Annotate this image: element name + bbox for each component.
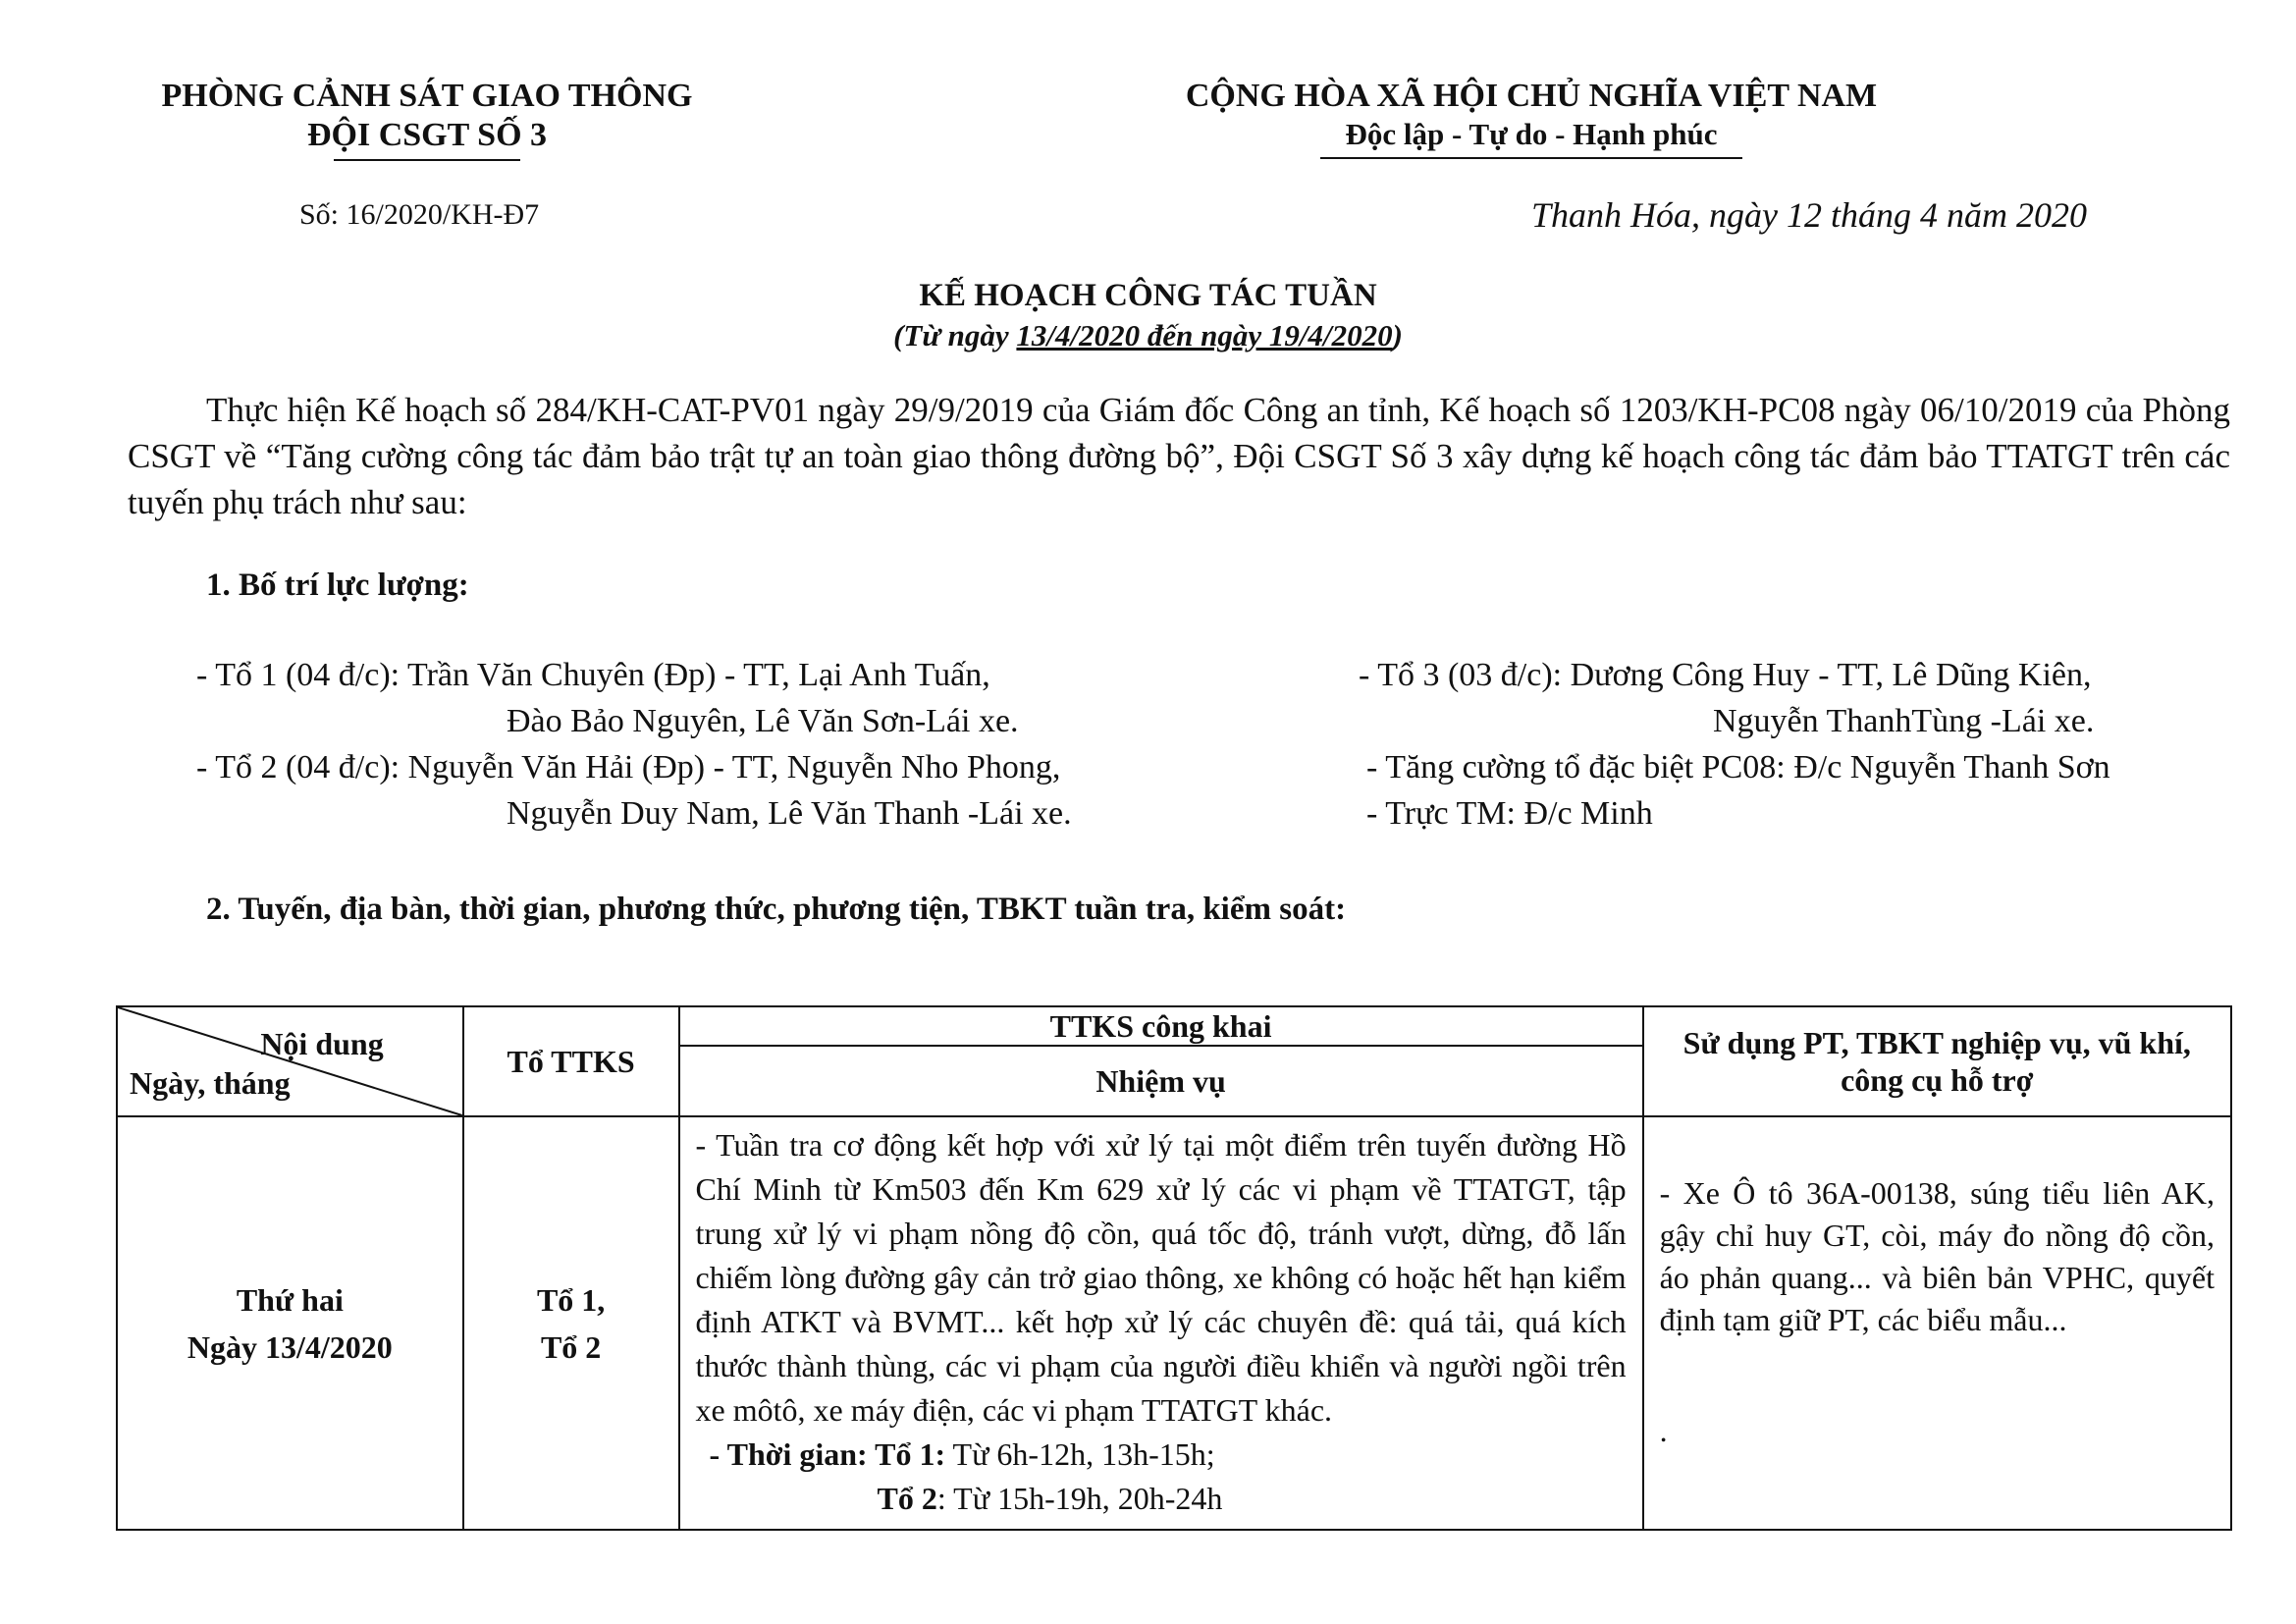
motto-underline (1320, 157, 1742, 159)
equipment-cell (1643, 1116, 2231, 1530)
force-left-line-3: - Tổ 2 (04 đ/c): Nguyễn Văn Hải (Đp) - TT, Nguyễn Nho Phong, (196, 749, 1061, 785)
task-header: Nhiệm vụ (679, 1046, 1643, 1116)
nation-name: CỘNG HÒA XÃ HỘI CHỦ NGHĨA VIỆT NAM (1185, 78, 1878, 114)
force-right-line-4: - Trực TM: Đ/c Minh (1366, 795, 1653, 832)
time-value-2: : Từ 15h-19h, 20h-24h (936, 1481, 1223, 1516)
force-right-line-3: - Tăng cường tổ đặc biệt PC08: Đ/c Nguyễn Thanh Sơn (1366, 749, 2110, 785)
table-header-row (117, 1006, 2231, 1046)
equipment-text: - Xe Ô tô 36A-00138, súng tiểu liên AK, gậy chỉ huy GT, còi, máy đo nồng độ cồn, áo phản quang... và biên bản VPHC, quyết định tạm giữ PT, các biểu mẫu... (1659, 1175, 2215, 1337)
motto: Độc lập - Tự do - Hạnh phúc (1345, 117, 1718, 151)
title-period (0, 316, 2296, 355)
intro-text: Thực hiện Kế hoạch số 284/KH-CAT-PV01 ngày 29/9/2019 của Giám đốc Công an tỉnh, Kế hoạch số 1203/KH-PC08 ngày 06/10/2019 của Phòng CSGT về “Tăng cường công tác đảm bảo trật tự an toàn giao thông đường bộ”, Đội CSGT Số 3 xây dựng kế hoạch công tác đảm bảo TTATGT trên các tuyến phụ trách như sau: (128, 391, 2230, 521)
time-team-2: Tổ 2 (877, 1481, 937, 1516)
time-line-1 (696, 1433, 1627, 1477)
force-left-line-4: Nguyễn Duy Nam, Lê Văn Thanh -Lái xe. (507, 795, 1072, 832)
team-cell (463, 1116, 679, 1530)
task-cell (679, 1116, 1643, 1530)
day-cell (117, 1116, 463, 1530)
team-line-1: Tổ 1, (536, 1281, 606, 1318)
date-label: Ngày 13/4/2020 (187, 1328, 393, 1365)
place-date: Thanh Hóa, ngày 12 tháng 4 năm 2020 (1531, 195, 2087, 235)
nation-header (1065, 77, 1998, 159)
force-right-line-1: - Tổ 3 (03 đ/c): Dương Công Huy - TT, Lê Dũng Kiên, (1359, 657, 2092, 693)
equipment-tail: . (1659, 1413, 1668, 1448)
task-text: - Tuần tra cơ động kết hợp với xử lý tại một điểm trên tuyến đường Hồ Chí Minh từ Km503 đến Km 629 xử lý các vi phạm về TTATGT, tập trung xử lý vi phạm nồng độ cồn, quá tốc độ, tránh vượt, dừng, đỗ lấn chiếm lòng đường gây cản trở giao thông, xe không có hoặc hết hạn kiểm định ATKT và BVMT... kết hợp xử lý các chuyên đề: quá tải, quá kích thước thành thùng, các vi phạm của người điều khiển và người ngồi trên xe môtô, xe máy điện, các vi phạm TTATGT khác. (695, 1127, 1627, 1428)
time-label: - Thời gian: (709, 1436, 876, 1472)
title-period-suffix: ) (1392, 318, 1403, 352)
force-left-line-1: - Tổ 1 (04 đ/c): Trần Văn Chuyên (Đp) - TT, Lại Anh Tuấn, (196, 657, 990, 693)
document-number: Số: 16/2020/KH-Đ7 (299, 198, 540, 231)
agency-name: PHÒNG CẢNH SÁT GIAO THÔNG (161, 78, 693, 114)
diag-bottom-label: Ngày, tháng (130, 1065, 291, 1101)
section-2-heading: 2. Tuyến, địa bàn, thời gian, phương thức, phương tiện, TBKT tuần tra, kiểm soát: (206, 892, 1347, 927)
time-value-1: Từ 6h-12h, 13h-15h; (945, 1436, 1215, 1472)
force-right-line-2: Nguyễn ThanhTùng -Lái xe. (1713, 703, 2095, 739)
patrol-plan-table (116, 1005, 2232, 1531)
intro-paragraph (128, 387, 2230, 525)
team-header: Tổ TTKS (463, 1006, 679, 1116)
agency-header (98, 77, 756, 161)
table-row (117, 1116, 2231, 1530)
time-team-1: Tổ 1: (875, 1436, 946, 1472)
section-1-heading: 1. Bố trí lực lượng: (206, 568, 469, 603)
public-patrol-header: TTKS công khai (679, 1006, 1643, 1046)
title-period-range: 13/4/2020 đến ngày 19/4/2020 (1016, 318, 1393, 352)
unit-underline (334, 159, 520, 161)
force-left-line-2: Đào Bảo Nguyên, Lê Văn Sơn-Lái xe. (507, 703, 1019, 739)
team-line-2: Tổ 2 (540, 1328, 602, 1365)
time-line-2 (696, 1477, 1627, 1521)
day-label: Thứ hai (236, 1281, 344, 1318)
task-description (680, 1117, 1642, 1529)
document-title (0, 275, 2296, 355)
equipment-header: Sử dụng PT, TBKT nghiệp vụ, vũ khí, công cụ hỗ trợ (1643, 1006, 2231, 1116)
diagonal-header-cell (117, 1006, 463, 1116)
diag-top-label: Nội dung (260, 1026, 384, 1061)
title-main: KẾ HOẠCH CÔNG TÁC TUẦN (919, 278, 1377, 313)
title-period-prefix: (Từ ngày (893, 318, 1017, 352)
unit-name: ĐỘI CSGT SỐ 3 (306, 117, 548, 153)
